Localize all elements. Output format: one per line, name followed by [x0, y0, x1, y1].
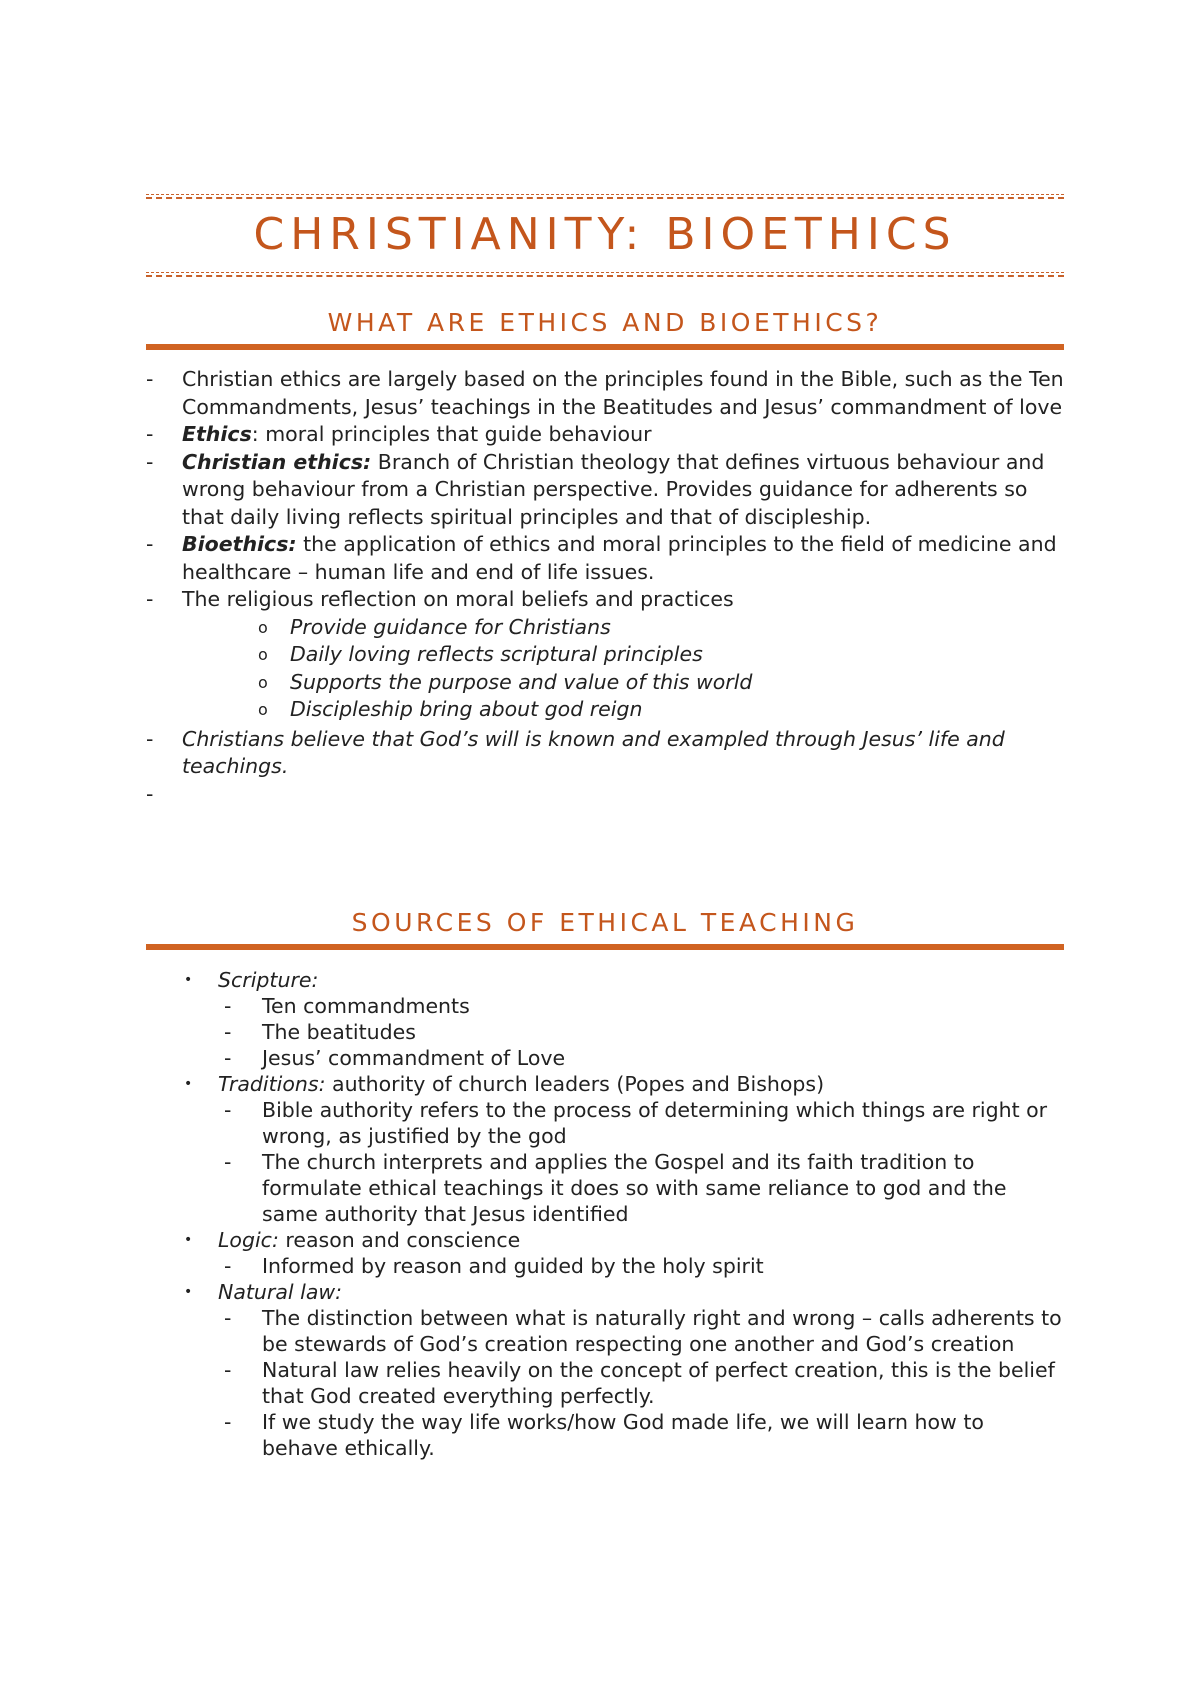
sub-item [146, 614, 1064, 642]
dash-item-text: Jesus’ commandment of Love [262, 1046, 566, 1070]
bullet-label: Scripture: [218, 968, 319, 992]
dash-item [146, 1253, 1064, 1279]
list-item [146, 531, 1064, 586]
section-rule [146, 344, 1064, 350]
dash-item-text: Ten commandments [262, 994, 470, 1018]
dash-item-text: If we study the way life works/how God made life, we will learn how to behave ethically. [262, 1410, 984, 1460]
dash-marker: - [146, 422, 154, 446]
section-title: WHAT ARE ETHICS AND BIOETHICS? [327, 308, 883, 337]
circle-marker: o [258, 700, 268, 719]
bullet-marker: • [184, 1232, 193, 1248]
sub-item-text: Supports the purpose and value of this world [290, 669, 753, 694]
dash-item-text: Natural law relies heavily on the concept of perfect creation, this is the belief that God created everything perfectly. [262, 1358, 1055, 1408]
dash-item-text: Informed by reason and guided by the holy spirit [262, 1254, 764, 1278]
dash-marker: - [224, 1150, 232, 1174]
section-heading-ethics [146, 308, 1064, 350]
list-item [146, 421, 1064, 449]
term-label: Bioethics: [182, 532, 297, 556]
ethics-list [146, 366, 1064, 808]
dash-item [146, 1409, 1064, 1461]
bullet-item [146, 1071, 1064, 1097]
sources-list [146, 967, 1064, 1461]
dash-item [146, 1019, 1064, 1045]
sub-item-text: Discipleship bring about god reign [290, 697, 643, 721]
term-label: Ethics [182, 422, 252, 446]
sub-item [146, 641, 1064, 669]
term-label: Christian ethics: [182, 449, 372, 474]
list-item [146, 366, 1064, 421]
document-title: CHRISTIANITY: BIOETHICS [253, 209, 957, 260]
bullet-item [146, 1227, 1064, 1253]
title-block [146, 194, 1064, 277]
bullet-item [146, 1279, 1064, 1305]
dash-marker: - [224, 1306, 232, 1330]
section-heading-sources [146, 908, 1064, 950]
circle-marker: o [258, 672, 268, 692]
sub-item [146, 669, 1064, 697]
dash-item [146, 993, 1064, 1019]
dash-item [146, 1045, 1064, 1071]
item-text: Christians believe that God’s will is known and exampled through Jesus’ life and teachings. [182, 726, 1005, 778]
dash-item [146, 1357, 1064, 1409]
dash-item-text: The beatitudes [262, 1020, 416, 1044]
list-item-empty [146, 781, 1064, 809]
sub-item-text: Daily loving reflects scriptural principles [290, 642, 703, 666]
dash-marker: - [146, 781, 154, 806]
item-text: Branch of Christian theology that defines virtuous behaviour and wrong behaviour from a Christian perspective. Provides guidance for adherents so that daily living reflects spiritual principles and that of discipleship. [182, 449, 1045, 529]
bullet-text: authority of church leaders (Popes and Bishops) [325, 1072, 825, 1096]
dash-item [146, 1149, 1064, 1227]
dash-marker: - [224, 1410, 232, 1434]
list-item [146, 726, 1064, 781]
sub-item [146, 696, 1064, 724]
dash-marker: - [224, 1020, 232, 1044]
title-bottom-border-2 [146, 275, 1064, 277]
section-title: SOURCES OF ETHICAL TEACHING [351, 908, 859, 937]
dash-marker: - [146, 726, 154, 751]
bullet-marker: • [184, 972, 193, 988]
dash-item-text: The church interprets and applies the Gospel and its faith tradition to formulate ethical teachings it does so with same reliance to god and the same authority that Jesus identified [262, 1150, 1007, 1226]
dash-item-text: The distinction between what is naturally right and wrong – calls adherents to be stewards of God’s creation respecting one another and God’s creation [262, 1306, 1062, 1356]
section-rule [146, 944, 1064, 950]
dash-marker: - [224, 1098, 232, 1122]
dash-item [146, 1305, 1064, 1357]
title-bottom-border [146, 272, 1064, 273]
sub-item-text: Provide guidance for Christians [290, 614, 611, 639]
bullet-marker: • [184, 1284, 193, 1300]
dash-marker: - [224, 1254, 232, 1278]
bullet-label: Traditions: [218, 1072, 326, 1096]
bullet-marker: • [184, 1076, 193, 1092]
dash-marker: - [224, 994, 232, 1018]
item-text: : moral principles that guide behaviour [251, 422, 652, 446]
dash-marker: - [146, 367, 154, 391]
dash-marker: - [146, 449, 154, 474]
circle-marker: o [258, 617, 268, 637]
dash-marker: - [224, 1046, 232, 1070]
item-text: The religious reflection on moral beliefs and practices [182, 587, 734, 611]
title-top-border [146, 194, 1064, 195]
bullet-label: Natural law: [218, 1280, 343, 1304]
dash-marker: - [224, 1358, 232, 1382]
item-text: the application of ethics and moral principles to the field of medicine and healthcare – human life and end of life issues. [182, 532, 1057, 584]
dash-item [146, 1097, 1064, 1149]
list-item [146, 449, 1064, 532]
bullet-label: Logic: [218, 1228, 279, 1252]
bullet-text: reason and conscience [278, 1228, 521, 1252]
list-item [146, 586, 1064, 614]
item-text: Christian ethics are largely based on the principles found in the Bible, such as the Ten Commandments, Jesus’ teachings in the Beatitudes and Jesus’ commandment of love [182, 367, 1064, 419]
dash-marker: - [146, 532, 154, 556]
dash-item-text: Bible authority refers to the process of determining which things are right or wrong, as justified by the god [262, 1098, 1048, 1148]
dash-marker: - [146, 587, 154, 611]
bullet-item [146, 967, 1064, 993]
circle-marker: o [258, 645, 268, 664]
